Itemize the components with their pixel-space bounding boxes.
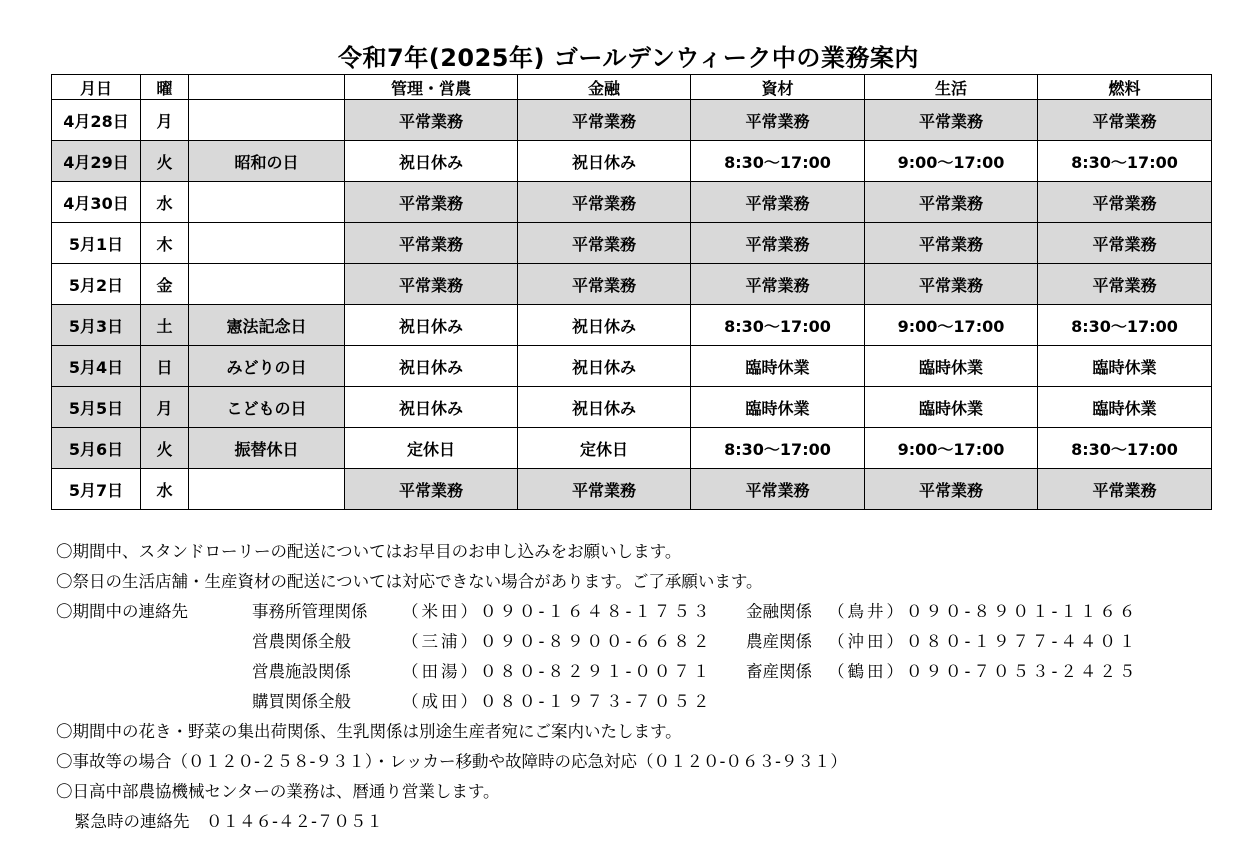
cell-holiday: [189, 264, 345, 305]
note-line: 〇期間中の花き・野菜の集出荷関係、生乳関係は別途生産者宛にご案内いたします。: [56, 722, 682, 741]
cell-date: 5月6日: [52, 428, 141, 469]
cell-weekday: 月: [141, 387, 189, 428]
cell-fuel: 臨時休業: [1038, 346, 1212, 387]
cell-living: 平常業務: [865, 264, 1038, 305]
table-row: [52, 141, 1212, 182]
cell-fuel: 平常業務: [1038, 100, 1212, 141]
cell-weekday: 木: [141, 223, 189, 264]
contact-tel: （成田）０８０-１９７３-７０５２: [402, 692, 713, 711]
header-living: 生活: [865, 75, 1038, 100]
cell-management: 祝日休み: [345, 141, 518, 182]
cell-finance: 平常業務: [518, 469, 691, 510]
cell-date: 5月1日: [52, 223, 141, 264]
header-materials: 資材: [691, 75, 865, 100]
cell-materials: 平常業務: [691, 264, 865, 305]
cell-management: 平常業務: [345, 223, 518, 264]
cell-management: 祝日休み: [345, 387, 518, 428]
contact-tel: （沖田）０８０-１９７７-４４０１: [828, 632, 1139, 651]
cell-weekday: 火: [141, 141, 189, 182]
cell-weekday: 金: [141, 264, 189, 305]
cell-date: 4月28日: [52, 100, 141, 141]
cell-holiday: [189, 182, 345, 223]
cell-date: 5月7日: [52, 469, 141, 510]
note-line: 〇事故等の場合（０１２０-２５８-９３１）・レッカー移動や故障時の応急対応（０１２０-０６３-９３１）: [56, 752, 847, 771]
header-weekday: 曜: [141, 75, 189, 100]
contact-row: [56, 657, 1138, 687]
cell-fuel: 平常業務: [1038, 469, 1212, 510]
cell-weekday: 水: [141, 182, 189, 223]
cell-materials: 平常業務: [691, 100, 865, 141]
cell-management: 祝日休み: [345, 346, 518, 387]
contact-dept: 事務所管理関係: [252, 602, 368, 621]
cell-fuel: 平常業務: [1038, 264, 1212, 305]
cell-materials: 臨時休業: [691, 346, 865, 387]
cell-finance: 祝日休み: [518, 387, 691, 428]
header-holiday: [189, 75, 345, 100]
header-date: 月日: [52, 75, 141, 100]
cell-weekday: 火: [141, 428, 189, 469]
cell-management: 平常業務: [345, 182, 518, 223]
cell-materials: 8:30〜17:00: [691, 305, 865, 346]
cell-fuel: 平常業務: [1038, 223, 1212, 264]
cell-materials: 平常業務: [691, 182, 865, 223]
cell-management: 祝日休み: [345, 305, 518, 346]
cell-fuel: 8:30〜17:00: [1038, 141, 1212, 182]
cell-holiday: [189, 100, 345, 141]
cell-living: 臨時休業: [865, 346, 1038, 387]
cell-materials: 臨時休業: [691, 387, 865, 428]
contact-dept: 購買関係全般: [252, 692, 351, 711]
table-header-row: [52, 75, 1212, 100]
note-line: 〇日高中部農協機械センターの業務は、暦通り営業します。: [56, 782, 500, 801]
cell-holiday: こどもの日: [189, 387, 345, 428]
contact-row: [56, 597, 1138, 627]
cell-finance: 平常業務: [518, 264, 691, 305]
cell-finance: 祝日休み: [518, 346, 691, 387]
cell-living: 9:00〜17:00: [865, 305, 1038, 346]
cell-living: 9:00〜17:00: [865, 428, 1038, 469]
cell-living: 平常業務: [865, 100, 1038, 141]
notes-section: [56, 537, 1138, 837]
header-management: 管理・営農: [345, 75, 518, 100]
cell-weekday: 日: [141, 346, 189, 387]
schedule-table: [51, 74, 1212, 510]
contact-dept: 金融関係: [746, 602, 812, 621]
cell-finance: 平常業務: [518, 223, 691, 264]
cell-finance: 祝日休み: [518, 141, 691, 182]
cell-management: 平常業務: [345, 469, 518, 510]
cell-fuel: 8:30〜17:00: [1038, 428, 1212, 469]
cell-fuel: 8:30〜17:00: [1038, 305, 1212, 346]
contact-tel: （米田）０９０-１６４８-１７５３: [402, 602, 713, 621]
cell-holiday: 憲法記念日: [189, 305, 345, 346]
cell-holiday: 振替休日: [189, 428, 345, 469]
cell-finance: 平常業務: [518, 100, 691, 141]
cell-fuel: 臨時休業: [1038, 387, 1212, 428]
table-row: [52, 387, 1212, 428]
cell-weekday: 月: [141, 100, 189, 141]
cell-fuel: 平常業務: [1038, 182, 1212, 223]
contact-dept: 営農関係全般: [252, 632, 351, 651]
cell-management: 定休日: [345, 428, 518, 469]
cell-weekday: 水: [141, 469, 189, 510]
contact-list: [56, 597, 1138, 717]
table-row: [52, 428, 1212, 469]
cell-materials: 平常業務: [691, 223, 865, 264]
contact-dept: 農産関係: [746, 632, 812, 651]
table-row: [52, 182, 1212, 223]
cell-weekday: 土: [141, 305, 189, 346]
contact-tel: （田湯）０８０-８２９１-００７１: [402, 662, 713, 681]
contact-row: [56, 687, 1138, 717]
table-row: [52, 346, 1212, 387]
cell-date: 5月4日: [52, 346, 141, 387]
cell-holiday: [189, 223, 345, 264]
cell-finance: 定休日: [518, 428, 691, 469]
cell-living: 平常業務: [865, 469, 1038, 510]
cell-finance: 祝日休み: [518, 305, 691, 346]
header-finance: 金融: [518, 75, 691, 100]
cell-management: 平常業務: [345, 100, 518, 141]
cell-date: 4月30日: [52, 182, 141, 223]
note-line: 〇期間中、スタンドローリーの配送についてはお早目のお申し込みをお願いします。: [56, 542, 682, 561]
cell-materials: 平常業務: [691, 469, 865, 510]
contact-tel: （鶴田）０９０-７０５３-２４２５: [828, 662, 1139, 681]
contact-dept: 畜産関係: [746, 662, 812, 681]
contact-row: [56, 627, 1138, 657]
cell-date: 4月29日: [52, 141, 141, 182]
note-line: 〇祭日の生活店舗・生産資材の配送については対応できない場合があります。ご了承願います。: [56, 572, 763, 591]
table-row: [52, 305, 1212, 346]
cell-living: 平常業務: [865, 223, 1038, 264]
cell-living: 9:00〜17:00: [865, 141, 1038, 182]
cell-living: 臨時休業: [865, 387, 1038, 428]
contact-tel: （三浦）０９０-８９００-６６８２: [402, 632, 713, 651]
cell-management: 平常業務: [345, 264, 518, 305]
cell-materials: 8:30〜17:00: [691, 428, 865, 469]
contact-lead: 〇期間中の連絡先: [56, 602, 188, 621]
cell-materials: 8:30〜17:00: [691, 141, 865, 182]
contact-dept: 営農施設関係: [252, 662, 351, 681]
table-row: [52, 100, 1212, 141]
cell-date: 5月5日: [52, 387, 141, 428]
cell-date: 5月2日: [52, 264, 141, 305]
cell-living: 平常業務: [865, 182, 1038, 223]
note-line: 緊急時の連絡先 ０１４６-４２-７０５１: [74, 812, 383, 831]
contact-tel: （鳥井）０９０-８９０１-１１６６: [828, 602, 1139, 621]
cell-holiday: [189, 469, 345, 510]
cell-holiday: 昭和の日: [189, 141, 345, 182]
header-fuel: 燃料: [1038, 75, 1212, 100]
cell-date: 5月3日: [52, 305, 141, 346]
table-row: [52, 264, 1212, 305]
cell-finance: 平常業務: [518, 182, 691, 223]
table-row: [52, 223, 1212, 264]
page-title: 令和7年(2025年) ゴールデンウィーク中の業務案内: [338, 44, 919, 72]
table-row: [52, 469, 1212, 510]
cell-holiday: みどりの日: [189, 346, 345, 387]
